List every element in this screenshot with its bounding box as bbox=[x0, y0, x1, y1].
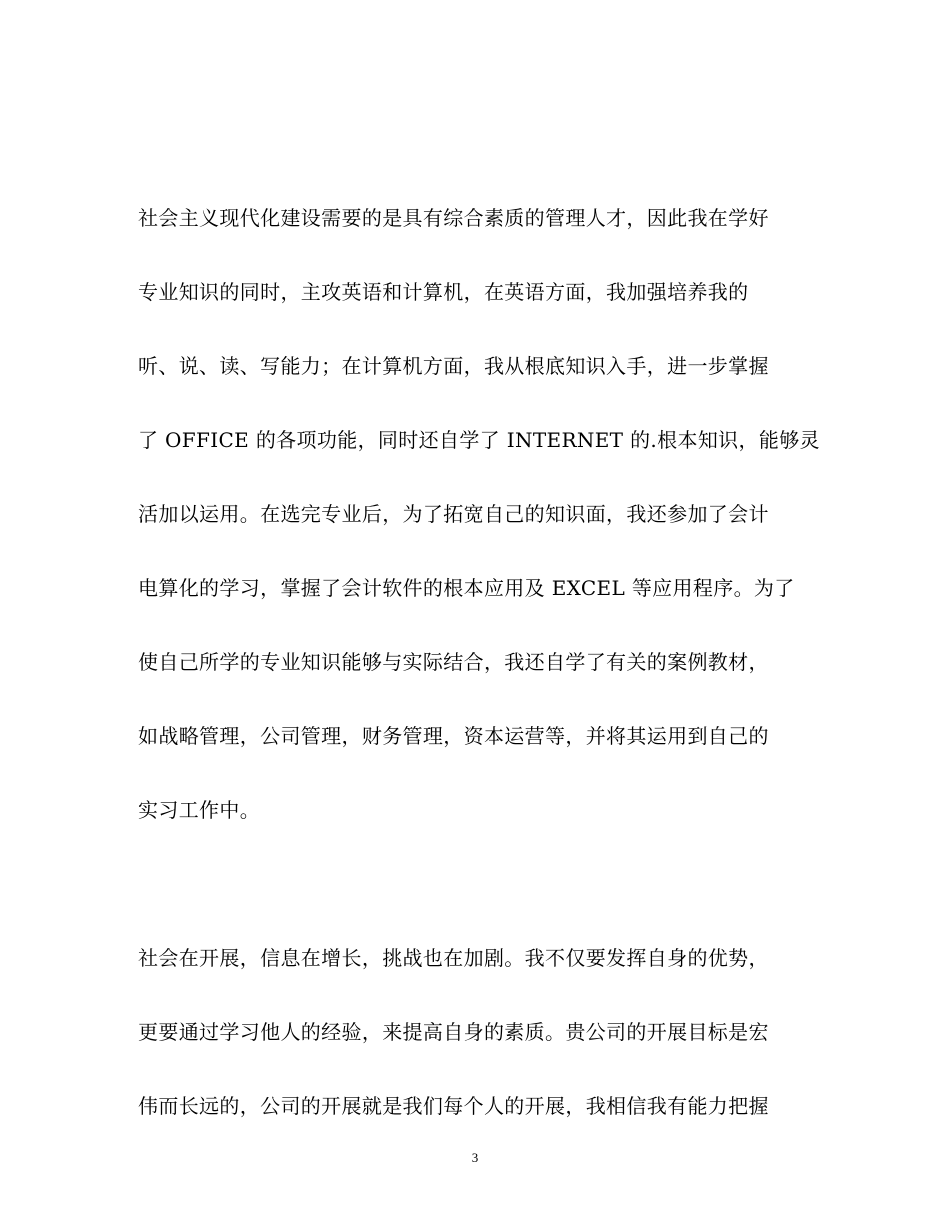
paragraph-1-line-5: 活加以运用。在选完专业后，为了拓宽自己的知识面，我还参加了会计 bbox=[138, 502, 769, 526]
paragraph-1-line-3: 听、说、读、写能力；在计算机方面，我从根底知识入手，进一步掌握 bbox=[138, 354, 769, 378]
paragraph-1-line-4: 了 OFFICE 的各项功能，同时还自学了 INTERNET 的.根本知识，能够灵 bbox=[138, 428, 820, 452]
page-number: 3 bbox=[471, 1150, 479, 1165]
paragraph-2-line-1: 社会在开展，信息在增长，挑战也在加剧。我不仅要发挥自身的优势， bbox=[138, 946, 769, 970]
paragraph-1-line-8: 如战略管理，公司管理，财务管理，资本运营等，并将其运用到自己的 bbox=[138, 724, 769, 748]
paragraph-1-line-6: 电算化的学习，掌握了会计软件的根本应用及 EXCEL 等应用程序。为了 bbox=[138, 576, 795, 600]
paragraph-1-line-9: 实习工作中。 bbox=[138, 798, 261, 822]
paragraph-1-line-7: 使自己所学的专业知识能够与实际结合，我还自学了有关的案例教材， bbox=[138, 650, 769, 674]
paragraph-2-line-2: 更要通过学习他人的经验，来提高自身的素质。贵公司的开展目标是宏 bbox=[138, 1020, 769, 1044]
paragraph-1-line-2: 专业知识的同时，主攻英语和计算机，在英语方面，我加强培养我的 bbox=[138, 280, 749, 304]
paragraph-1-line-1: 社会主义现代化建设需要的是具有综合素质的管理人才，因此我在学好 bbox=[138, 206, 769, 230]
paragraph-2-line-3: 伟而长远的，公司的开展就是我们每个人的开展，我相信我有能力把握 bbox=[138, 1094, 769, 1118]
